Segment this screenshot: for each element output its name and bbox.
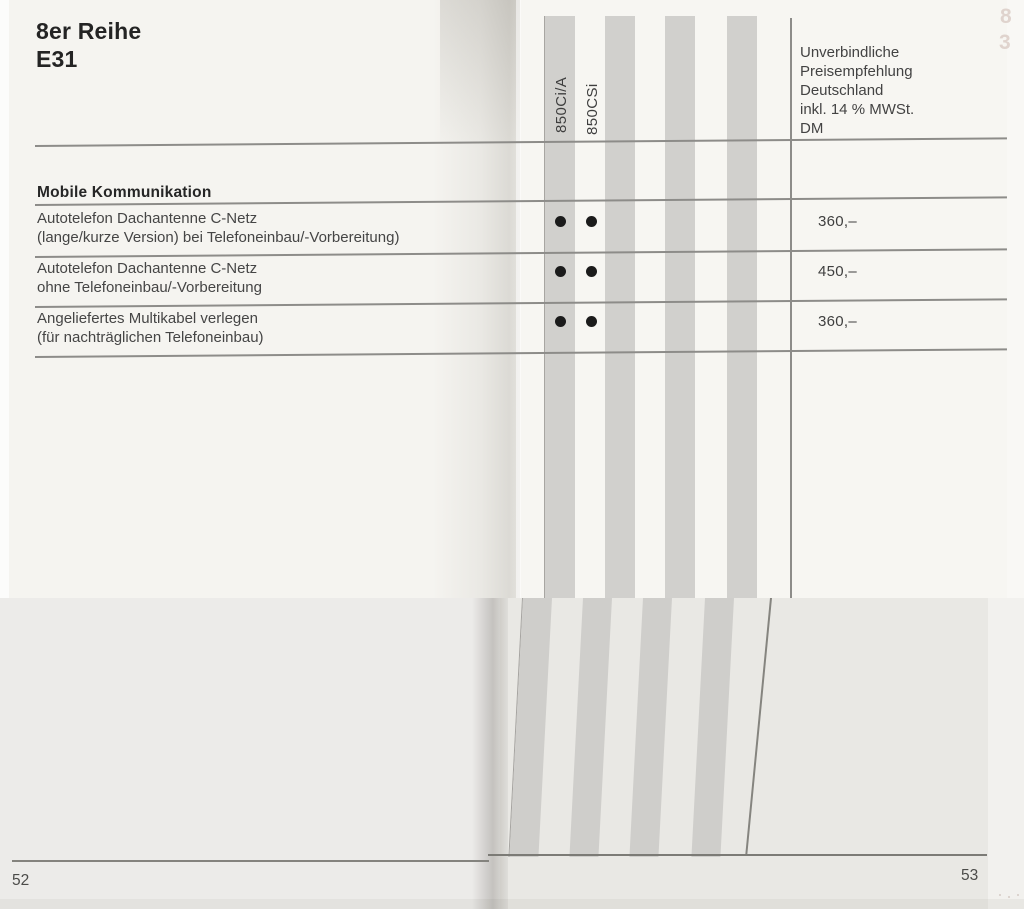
option-label <box>37 309 264 347</box>
model-column-stripes-lower <box>0 598 1024 857</box>
price-header-line: Deutschland <box>800 82 884 99</box>
price-header-line: DM <box>800 120 824 137</box>
page-number-left: 52 <box>12 872 30 889</box>
option-label <box>37 209 399 247</box>
price-column-divider <box>790 18 792 598</box>
page-fold-shadow-upper <box>440 0 520 150</box>
model-column-stripe <box>605 16 635 598</box>
page-title <box>36 17 141 73</box>
model-column-stripe <box>629 598 672 857</box>
option-label-line: Angeliefertes Multikabel verlegen <box>37 310 258 327</box>
page-number-right: 53 <box>961 867 979 884</box>
option-label-line: Autotelefon Dachantenne C-Netz <box>37 210 258 227</box>
scan-noise-dot <box>1008 896 1010 898</box>
availability-dot <box>555 216 566 227</box>
model-column-stripe <box>727 16 757 598</box>
price-value: 450,– <box>818 263 858 280</box>
page-fold-highlight <box>516 0 521 598</box>
column-label-850ci-a: 850Ci/A <box>553 76 570 133</box>
ghost-print-through-digit: 3 <box>999 31 1011 54</box>
availability-dot <box>586 316 597 327</box>
option-label-line: (lange/kurze Version) bei Telefoneinbau/-Vorbereitung) <box>37 229 400 246</box>
model-code: E31 <box>36 46 78 72</box>
option-label-line: Autotelefon Dachantenne C-Netz <box>37 260 258 277</box>
price-header-line: inkl. 14 % MWSt. <box>800 101 915 118</box>
model-column-stripe <box>691 598 734 857</box>
scan-noise-dot <box>999 894 1001 896</box>
price-value: 360,– <box>818 313 858 330</box>
model-column-stripe <box>509 598 552 857</box>
price-column-header <box>800 43 914 138</box>
price-value: 360,– <box>818 213 858 230</box>
left-page-edge <box>0 0 9 598</box>
availability-dot <box>586 266 597 277</box>
availability-dot <box>555 316 566 327</box>
model-column-stripe <box>569 598 612 857</box>
ghost-print-through-digit: 8 <box>1000 5 1012 28</box>
column-label-850csi: 850CSi <box>584 83 601 135</box>
availability-dot <box>586 216 597 227</box>
page-spread-bottom <box>0 598 1024 909</box>
model-column-stripe <box>665 16 695 598</box>
section-heading: Mobile Kommunikation <box>37 184 212 201</box>
price-header-line: Unverbindliche <box>800 44 900 61</box>
photo-bottom-shade <box>0 899 1024 909</box>
series-title: 8er Reihe <box>36 18 142 44</box>
right-page-edge <box>1007 0 1024 598</box>
footer-rule-right-page <box>488 854 987 856</box>
option-label-line: ohne Telefoneinbau/-Vorbereitung <box>37 279 262 296</box>
price-header-line: Preisempfehlung <box>800 63 913 80</box>
option-label <box>37 259 262 297</box>
scan-noise-dot <box>1017 894 1019 896</box>
availability-dot <box>555 266 566 277</box>
footer-rule-left-page <box>12 860 489 862</box>
option-label-line: (für nachträglichen Telefoneinbau) <box>37 329 264 346</box>
